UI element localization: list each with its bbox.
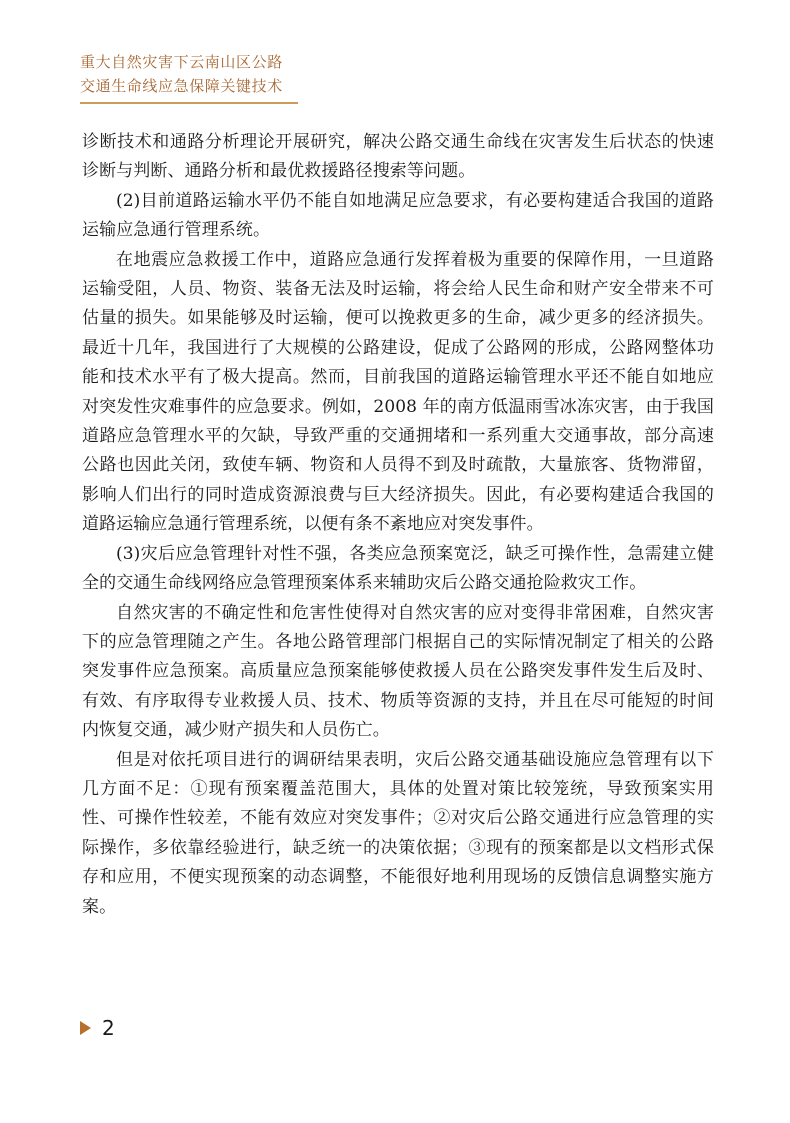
paragraph-5: 自然灾害的不确定性和危害性使得对自然灾害的应对变得非常困难，自然灾害下的应急管理随之产生。各地公路管理部门根据自己的实际情况制定了相关的公路突发事件应急预案。高质量应急预案能够使救援人员在公路突发事件发生后及时、有效、有序取得专业救援人员、技术、物质等资源的支持，并且在尽可能短的时间内恢复交通，减少财产损失和人员伤亡。 (82, 602, 714, 741)
paragraph-1: 诊断技术和通路分析理论开展研究，解决公路交通生命线在灾害发生后状态的快速诊断与判断、通路分析和最优救援路径搜索等问题。 (82, 132, 714, 182)
page-footer (80, 1016, 115, 1040)
running-head-title-line-1: 重大自然灾害下云南山区公路 (80, 53, 283, 71)
running-head-title-line-2: 交通生命线应急保障关键技术 (80, 77, 283, 95)
paragraph-2: (2)目前道路运输水平仍不能自如地满足应急要求，有必要构建适合我国的道路运输应急通行管理系统。 (82, 190, 714, 241)
body-text (82, 128, 714, 922)
page-marker-arrow-icon (80, 1021, 91, 1035)
paragraph-3: 在地震应急救援工作中，道路应急通行发挥着极为重要的保障作用，一旦道路运输受阻，人员、物资、装备无法及时运输，将会给人民生命和财产安全带来不可估量的损失。如果能够及时运输，便可以挽救更多的生命，减少更多的经济损失。最近十几年，我国进行了大规模的公路建设，促成了公路网的形成，公路网整体功能和技术水平有了极大提高。然而，目前我国的道路运输管理水平还不能自如地应对突发性灾难事件的应急要求。例如，2008 年的南方低温雨雪冰冻灾害，由于我国道路应急管理水平的欠缺，导致严重的交通拥堵和一系列重大交通事故，部分高速公路也因此关闭，致使车辆、物资和人员得不到及时疏散，大量旅客、货物滞留，影响人们出行的同时造成资源浪费与巨大经济损失。因此，有必要构建适合我国的道路运输应急通行管理系统，以便有条不紊地应对突发事件。 (82, 249, 714, 535)
running-head-rule (80, 102, 298, 104)
paragraph-4: (3)灾后应急管理针对性不强，各类应急预案宽泛，缺乏可操作性，急需建立健全的交通生命线网络应急管理预案体系来辅助灾后公路交通抢险救灾工作。 (82, 543, 714, 594)
paragraph-6: 但是对依托项目进行的调研结果表明，灾后公路交通基础设施应急管理有以下几方面不足：①现有预案覆盖范围大，具体的处置对策比较笼统，导致预案实用性、可操作性较差，不能有效应对突发事件；②对灾后公路交通进行应急管理的实际操作，多依靠经验进行，缺乏统一的决策依据；③现有的预案都是以文档形式保存和应用，不便实现预案的动态调整，不能很好地利用现场的反馈信息调整实施方案。 (82, 749, 714, 917)
running-head (80, 50, 320, 104)
page-number: 2 (102, 1016, 115, 1040)
